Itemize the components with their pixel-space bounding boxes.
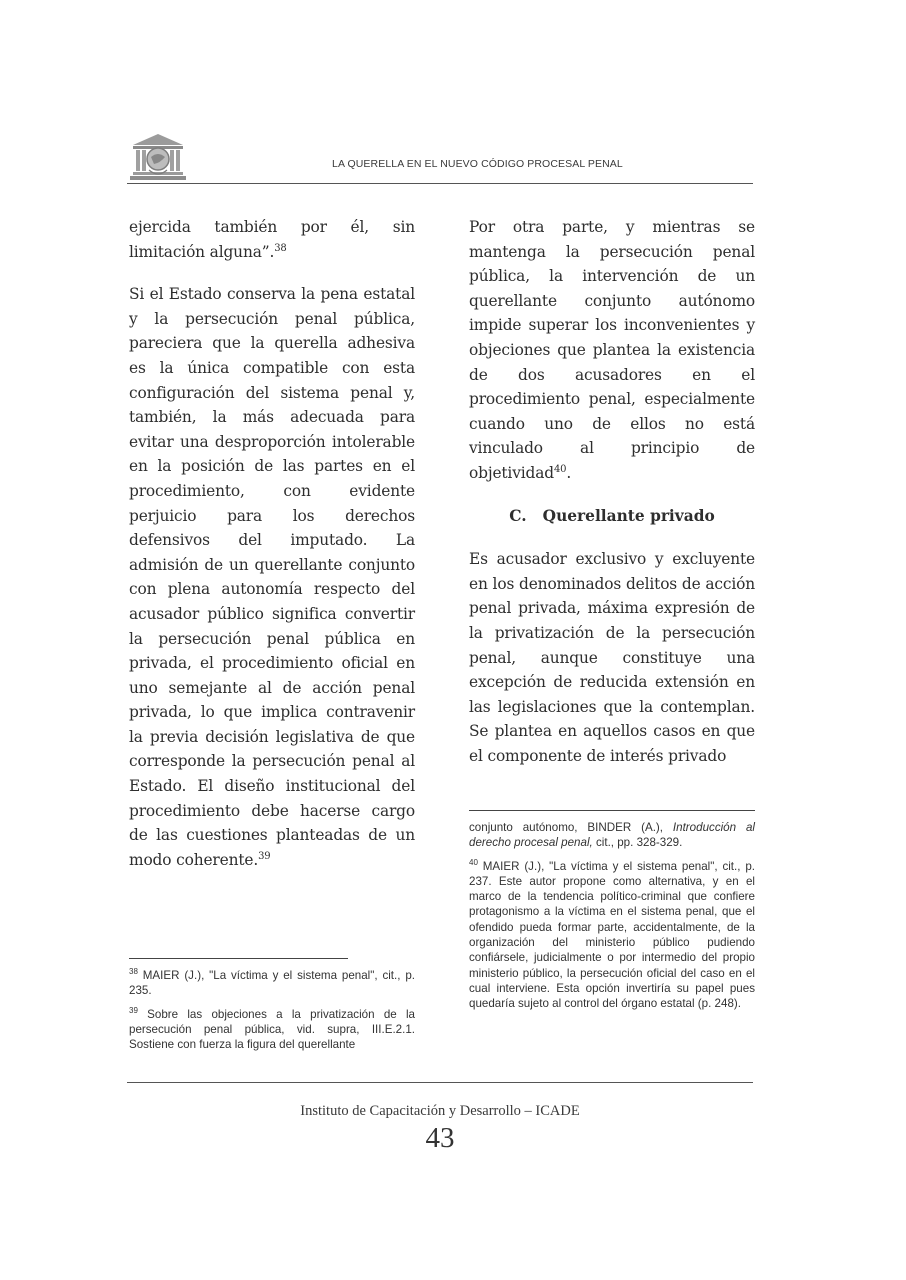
footnote-38-text: MAIER (J.), "La víctima y el sistema penal", cit., p. 235. xyxy=(129,969,415,998)
left-paragraph-2 xyxy=(129,282,415,872)
footnotes-left xyxy=(129,958,415,1060)
footnote-38 xyxy=(129,968,415,999)
page-header xyxy=(127,132,753,184)
right-paragraph-1-text: Por otra parte, y mientras se mantenga la persecución penal pública, la intervención de un querellante conjunto autónomo impide superar los inconvenientes y objeciones que plantea la existencia de dos acusadores en el procedimiento penal, especialmente cuando uno de ellos no está vinculado al principio de objetividad xyxy=(469,218,755,482)
footnote-divider-right xyxy=(469,810,755,811)
right-paragraph-2-text: Es acusador exclusivo y excluyente en los denominados delitos de acción penal privada, máxima expresión de la privatización de la persecución penal, aunque constituye una excepción de reducida extensión en las legislaciones que la contemplan. Se plantea en aquellos casos en que el componente de interés privado xyxy=(469,550,755,765)
right-paragraph-2 xyxy=(469,547,755,768)
left-paragraph-1 xyxy=(129,215,415,264)
footnote-40 xyxy=(469,859,755,1012)
left-paragraph-2-text: Si el Estado conserva la pena estatal y la persecución penal pública, pareciera que la querella adhesiva es la única compatible con esta configuración del sistema penal y, también, la más adecuada para evitar una desproporción intolerable en la posición de las partes en el procedimiento, con evidente perjuicio para los derechos defensivos del imputado. La admisión de un querellante conjunto con plena autonomía respecto del acusador público significa convertir la persecución penal pública en privada, el procedimiento oficial en uno semejante al de acción penal privada, lo que implica contravenir la previa decisión legislativa de que corresponde la persecución penal al Estado. El diseño institucional del procedimiento debe hacerse cargo de las cuestiones planteadas de un modo coherente. xyxy=(129,285,415,869)
footnote-39-text: Sobre las objeciones a la privatización de la persecución penal pública, vid. supra, III.E.2.1. Sostiene con fuerza la figura del querellante xyxy=(129,1007,415,1052)
right-column xyxy=(469,215,755,768)
footnote-divider-left xyxy=(129,958,348,959)
footnote-40-text: MAIER (J.), "La víctima y el sistema penal", cit., p. 237. Este autor propone como alternativa, y en el marco de la tendencia político-criminal que confiere protagonismo a la víctima en el sistema penal, que el ofendido pueda formar parte, accidentalmente, de la organización del ministerio público pudiendo confiársele, judicialmente o por intermedio del propio ministerio público, la persecución oficial del caso en el cual interviene. Esta opción invertiría su papel pues quedaría sujeto al control del órgano estatal (p. 248). xyxy=(469,859,755,1011)
page-footer xyxy=(127,1082,753,1154)
left-paragraph-1-text: ejercida también por él, sin limitación alguna”. xyxy=(129,218,415,261)
left-column xyxy=(129,215,415,890)
right-paragraph-1-end: . xyxy=(566,463,572,482)
section-heading: C. Querellante privado xyxy=(509,506,715,525)
footnote-39-number: 39 xyxy=(129,1005,138,1015)
footer-institute: Instituto de Capacitación y Desarrollo – ICADE xyxy=(300,1103,580,1119)
footnote-39-cont-end: cit., pp. 328-329. xyxy=(592,836,683,850)
footnote-39 xyxy=(129,1007,415,1053)
footnote-ref-40: 40 xyxy=(553,463,567,475)
footnote-39-continuation xyxy=(469,820,755,851)
page-number: 43 xyxy=(425,1122,455,1154)
footnote-ref-38: 38 xyxy=(274,242,287,254)
header-divider xyxy=(127,183,753,184)
right-paragraph-1 xyxy=(469,215,755,486)
footnote-39-cont-text: conjunto autónomo, BINDER (A.), xyxy=(469,821,673,834)
footnote-38-number: 38 xyxy=(129,967,138,977)
footnote-39-cont-italic: Introducción al derecho procesal penal, xyxy=(469,821,756,850)
footer-divider xyxy=(127,1082,753,1083)
footnote-40-number: 40 xyxy=(469,857,478,867)
footnote-ref-39: 39 xyxy=(258,850,271,862)
running-header-title: LA QUERELLA EN EL NUEVO CÓDIGO PROCESAL PENAL xyxy=(332,158,623,170)
footnotes-right xyxy=(469,810,755,1020)
institution-building-emblem-icon xyxy=(127,132,189,182)
